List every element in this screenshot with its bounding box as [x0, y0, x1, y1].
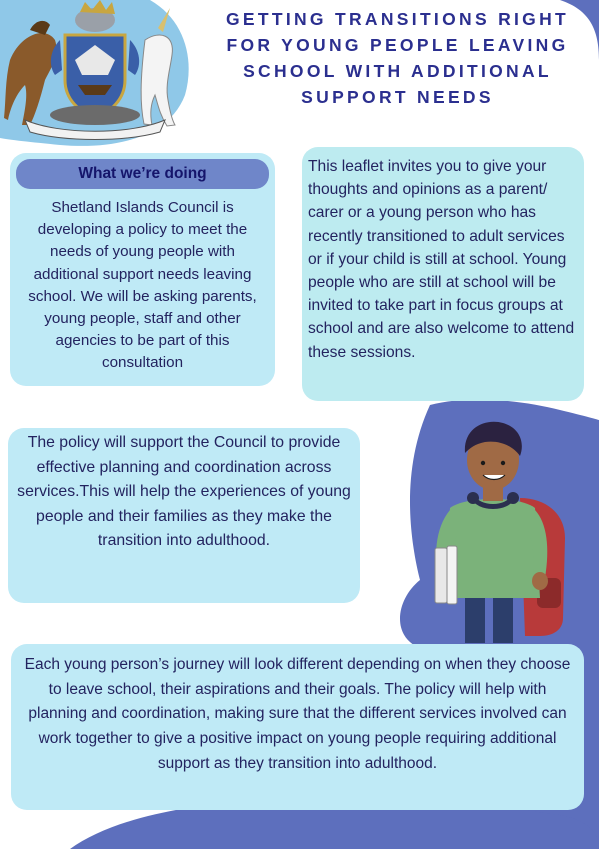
what-we-are-doing-heading: What we’re doing	[16, 159, 269, 189]
policy-support-panel	[8, 428, 360, 603]
journey-text: Each young person’s journey will look different depending on when they choose to leave school, their aspirations and their goals. The policy will help with planning and coordination, making sure that the different services involved can work together to give a positive impact on young people requiring additional support as they transition into adulthood.	[24, 656, 571, 772]
what-we-are-doing-panel	[10, 153, 275, 386]
title-line: SUPPORT NEEDS	[301, 87, 494, 107]
policy-support-text: The policy will support the Council to provide effective planning and coordination across services.This will help the experiences of young people and their families as they make the transition into adulthood.	[17, 434, 351, 550]
title-line: SCHOOL WITH ADDITIONAL	[243, 61, 552, 81]
title-line: FOR YOUNG PEOPLE LEAVING	[226, 35, 569, 55]
page-title	[200, 6, 595, 110]
shetland-coat-of-arms-icon	[0, 0, 190, 140]
leaflet-invite-panel	[302, 147, 584, 401]
leaflet-invite-text: This leaflet invites you to give your thoughts and opinions as a parent/ carer or a young person who has recently transitioned to adult services or if your child is still at school. Young people who are still at school will be invited to take part in focus groups at school and are also welcome to attend these sessions.	[308, 158, 575, 361]
student-with-backpack-icon	[425, 418, 580, 643]
journey-panel	[11, 644, 584, 810]
what-we-are-doing-text: Shetland Islands Council is developing a policy to meet the needs of young people with additional support needs leaving school. We will be asking parents, young people, staff and other agencies to be part of this consultation	[28, 199, 257, 372]
title-line: GETTING TRANSITIONS RIGHT	[225, 9, 570, 29]
